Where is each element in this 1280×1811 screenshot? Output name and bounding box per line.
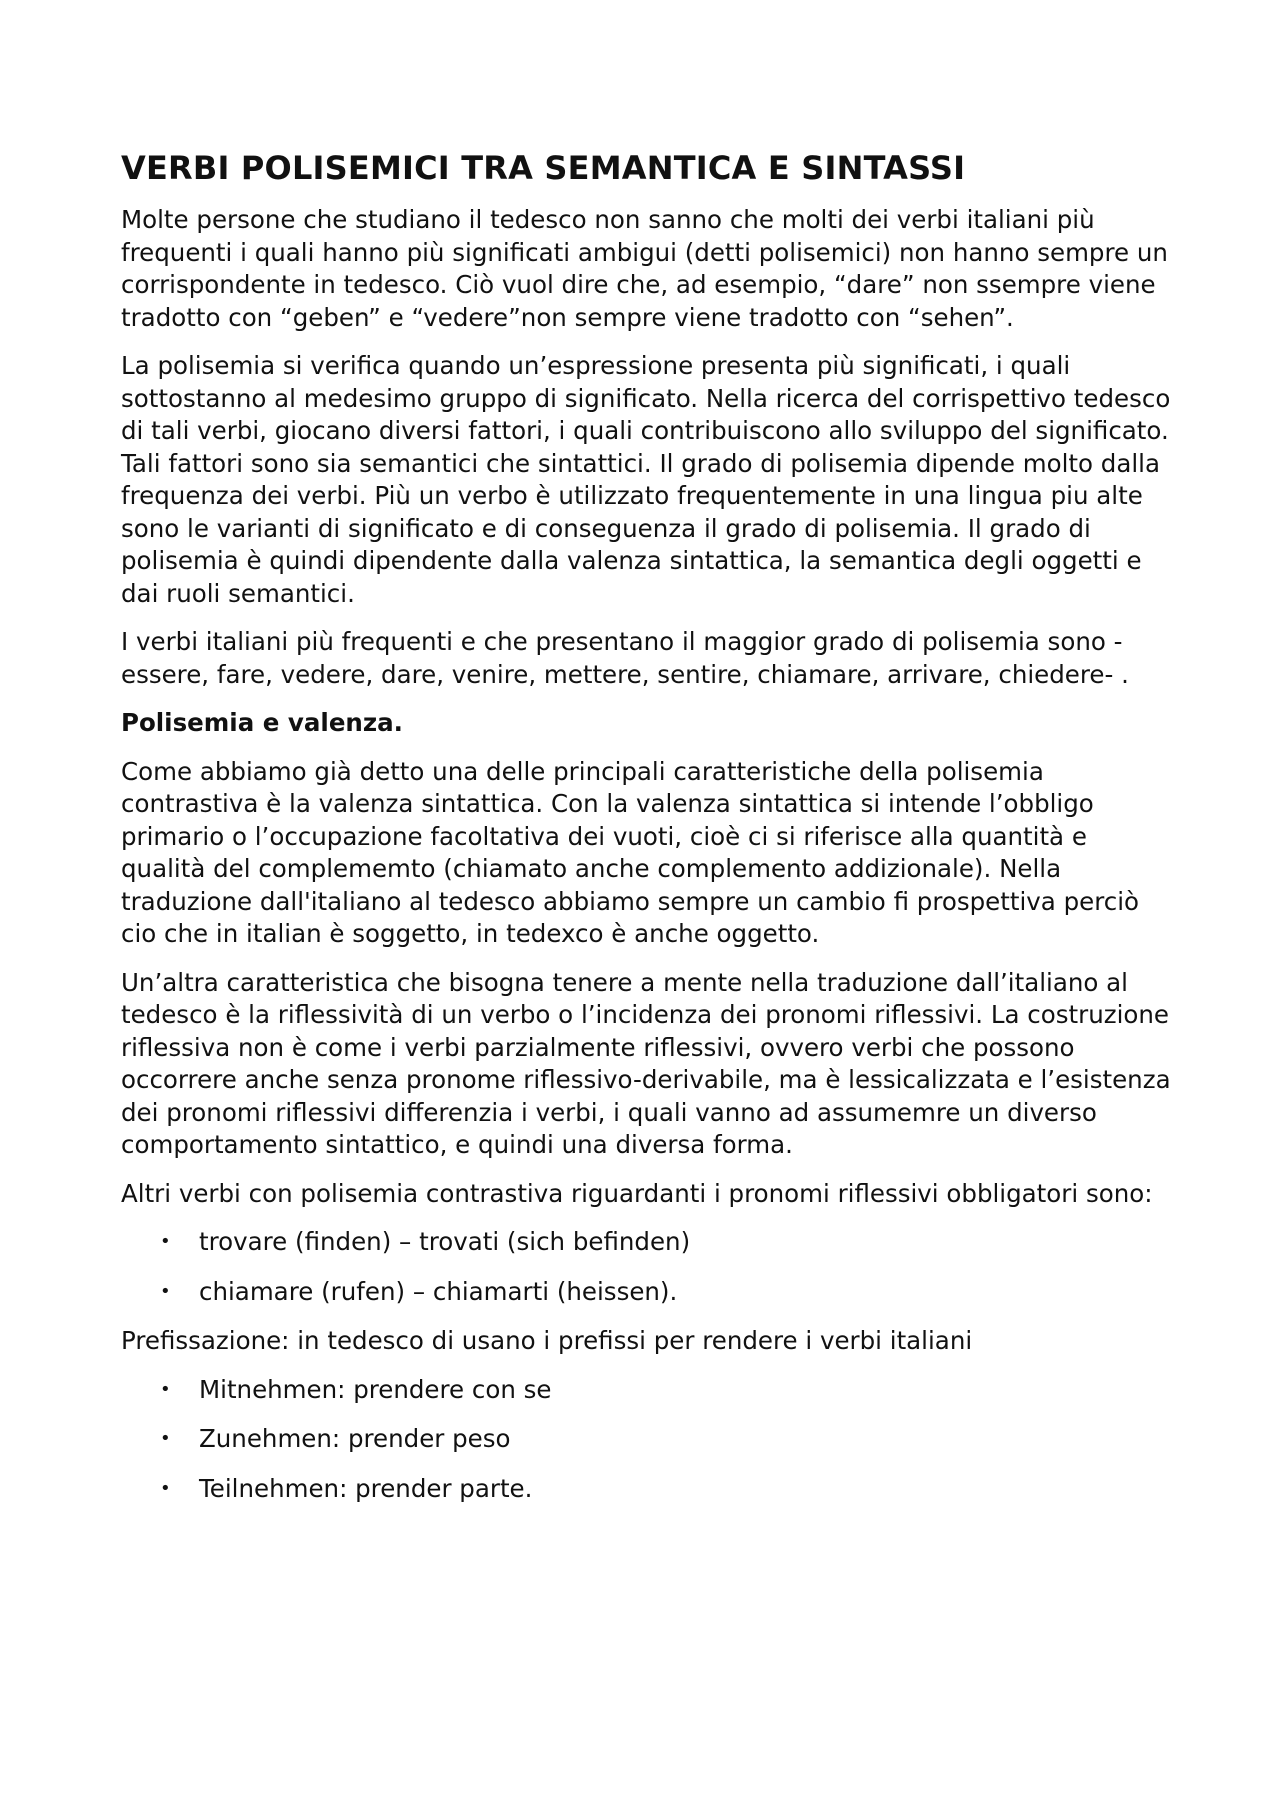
list-item	[121, 1473, 1171, 1506]
list-item	[121, 1276, 1171, 1309]
list-item-text: chiamare (rufen) – chiamarti (heissen).	[199, 1276, 678, 1306]
paragraph-polisemia: La polisemia si verifica quando un’espressione presenta più significati, i quali sottostanno al medesimo gruppo di significato. Nella ricerca del corrispettivo tedesco di tali verbi, giocano diversi fattori, i quali contribuiscono allo sviluppo del significato. Tali fattori sono sia semantici che sintattici. Il grado di polisemia dipende molto dalla frequenza dei verbi. Più un verbo è utilizzato frequentemente in una lingua piu alte sono le varianti di significato e di conseguenza il grado di polisemia. Il grado di polisemia è quindi dipendente dalla valenza sintattica, la semantica degli oggetti e dai ruoli semantici.	[121, 351, 1171, 608]
paragraph-valenza: Come abbiamo già detto una delle principali caratteristiche della polisemia contrastiva è la valenza sintattica. Con la valenza sintattica si intende l’obbligo primario o l’occupazione facoltativa dei vuoti, cioè ci si riferisce alla quantità e qualità del complememto (chiamato anche complemento addizionale). Nella traduzione dall'italiano al tedesco abbiamo sempre un cambio fi prospettiva perciò cio che in italian è soggetto, in tedexco è anche oggetto.	[121, 756, 1140, 948]
section-heading: Polisemia e valenza.	[121, 708, 403, 737]
document-page	[121, 148, 1171, 1522]
bullet-icon: •	[160, 1231, 171, 1252]
list-item-text: Mitnehmen: prendere con se	[199, 1374, 552, 1404]
prefix-verbs-list	[121, 1374, 1171, 1506]
list-item-text: Teilnehmen: prender parte.	[199, 1473, 533, 1503]
list-item	[121, 1374, 1171, 1407]
bullet-icon: •	[160, 1378, 171, 1400]
paragraph-riflessivita: Un’altra caratteristica che bisogna tenere a mente nella traduzione dall’italiano al tedesco è la riflessività di un verbo o l’incidenza dei pronomi riflessivi. La costruzione riflessiva non è come i verbi parzialmente riflessivi, ovvero verbi che possono occorrere anche senza pronome riflessivo-derivabile, ma è lessicalizzata e l’esistenza dei pronomi riflessivi differenzia i verbi, i quali vanno ad assumemre un diverso comportamento sintattico, e quindi una diversa forma.	[121, 967, 1171, 1159]
paragraph-altri-verbi: Altri verbi con polisemia contrastiva riguardanti i pronomi riflessivi obbligatori sono:	[121, 1178, 1153, 1208]
list-item-text: Zunehmen: prender peso	[199, 1424, 511, 1453]
list-item	[121, 1423, 1171, 1456]
bullet-icon: •	[160, 1428, 171, 1449]
paragraph-verbi-frequenti: I verbi italiani più frequenti e che presentano il maggior grado di polisemia sono - essere, fare, vedere, dare, venire, mettere, sentire, chiamare, arrivare, chiedere- .	[121, 627, 1129, 689]
paragraph-intro: Molte persone che studiano il tedesco non sanno che molti dei verbi italiani più frequenti i quali hanno più significati ambigui (detti polisemici) non hanno sempre un corrispondente in tedesco. Ciò vuol dire che, ad esempio, “dare” non ssempre viene tradotto con “geben” e “vedere”non sempre viene tradotto con “sehen”.	[121, 205, 1168, 332]
document-title: VERBI POLISEMICI TRA SEMANTICA E SINTASSI	[121, 149, 966, 187]
list-item-text: trovare (finden) – trovati (sich befinden)	[199, 1227, 691, 1256]
reflexive-verbs-list	[121, 1226, 1171, 1308]
list-item	[121, 1226, 1171, 1259]
bullet-icon: •	[160, 1280, 171, 1302]
paragraph-prefissazione: Prefissazione: in tedesco di usano i prefissi per rendere i verbi italiani	[121, 1326, 973, 1355]
bullet-icon: •	[160, 1477, 171, 1499]
